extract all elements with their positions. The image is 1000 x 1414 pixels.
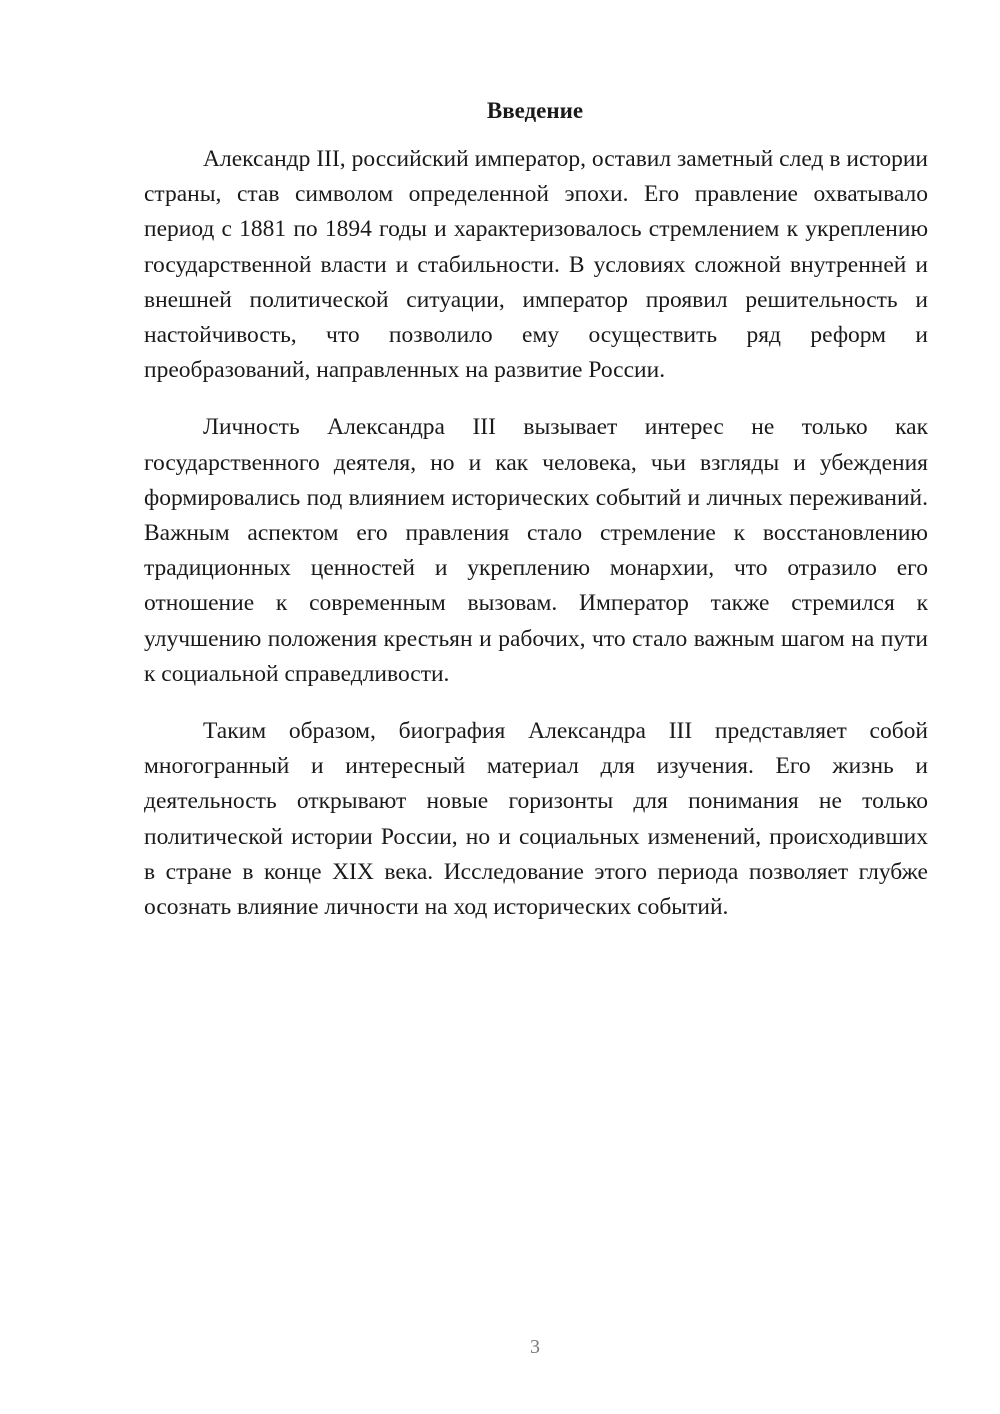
paragraph-3: Таким образом, биография Александра III представляет собой многогранный и интересный материал для изучения. Его жизнь и деятельность открывают новые горизонты для понимания не только политической истории России, но и социальных изменений, происходивших в стране в конце XIX века. Исследование этого периода позволяет глубже осознать влияние личности на ход исторических событий. (144, 718, 928, 921)
page-number: 3 (530, 1336, 540, 1358)
paragraph-2: Личность Александра III вызывает интерес не только как государственного деятеля, но и как человека, чьи взгляды и убеждения формировались под влиянием исторических событий и личных переживаний. Важным аспектом его правления стало стремление к восстановлению традиционных ценностей и укреплению монархии, что отразило его отношение к современным вызовам. Император также стремился к улучшению положения крестьян и рабочих, что стало важным шагом на пути к социальной справедливости. (144, 414, 928, 687)
body-text (144, 142, 928, 947)
paragraph-1: Александр III, российский император, оставил заметный след в истории страны, став символом определенной эпохи. Его правление охватывало период с 1881 по 1894 годы и характеризовалось стремлением к укреплению государственной власти и стабильности. В условиях сложной внутренней и внешней политической ситуации, император проявил решительность и настойчивость, что позволило ему осуществить ряд реформ и преобразований, направленных на развитие России. (144, 146, 928, 384)
section-heading: Введение (486, 98, 584, 123)
